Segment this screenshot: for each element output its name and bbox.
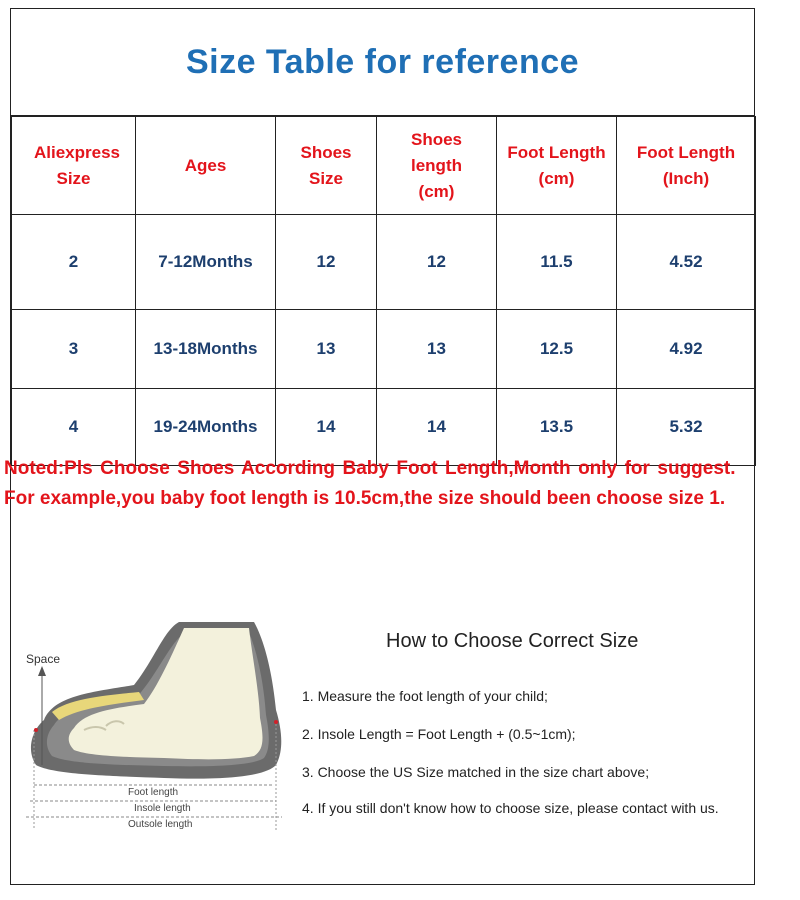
guide-step: 1. Measure the foot length of your child; [302,688,548,704]
cell-aliexpress-size: 4 [12,389,136,466]
table-row [12,310,756,389]
label-insole-length: Insole length [134,803,191,814]
cell-shoes-length: 12 [377,215,497,310]
note-part-2: For example,you baby foot length is 10.5cm,the size should been choose size 1. [4,488,726,509]
cell-aliexpress-size: 2 [12,215,136,310]
cell-foot-length-cm: 11.5 [497,215,617,310]
size-table [11,116,756,466]
cell-foot-length-inch: 4.92 [617,310,756,389]
note-part-1: Noted:Pls Choose Shoes According Baby Foot Length,Month only for suggest. [4,458,736,479]
header-shoes-size: Shoes Size [276,117,377,215]
cell-foot-length-cm: 13.5 [497,389,617,466]
cell-ages: 7-12Months [136,215,276,310]
cell-ages: 19-24Months [136,389,276,466]
label-foot-length: Foot length [128,787,179,798]
page-title: Size Table for reference [185,42,580,81]
cell-shoes-size: 12 [276,215,377,310]
cell-ages: 13-18Months [136,310,276,389]
table-row [12,215,756,310]
cell-foot-length-inch: 4.52 [617,215,756,310]
header-shoes-length: Shoes length (cm) [377,117,497,215]
cell-shoes-size: 14 [276,389,377,466]
header-foot-length-cm: Foot Length (cm) [497,117,617,215]
cell-foot-length-inch: 5.32 [617,389,756,466]
size-guide [14,600,734,850]
label-space: Space [26,652,61,666]
guide-step: 2. Insole Length = Foot Length + (0.5~1cm); [302,726,576,742]
cell-foot-length-cm: 12.5 [497,310,617,389]
size-note [4,454,744,514]
header-ages: Ages [136,117,276,215]
cell-shoes-size: 13 [276,310,377,389]
table-header-row [12,117,756,215]
guide-step: 3. Choose the US Size matched in the size chart above; [302,764,650,780]
header-aliexpress-size: Aliexpress Size [12,117,136,215]
header-foot-length-inch: Foot Length (Inch) [617,117,756,215]
cell-aliexpress-size: 3 [12,310,136,389]
label-outsole-length: Outsole length [128,819,193,830]
cell-shoes-length: 13 [377,310,497,389]
cell-shoes-length: 14 [377,389,497,466]
guide-title: How to Choose Correct Size [386,630,639,652]
title-row [11,9,754,116]
guide-step: 4. If you still don't know how to choose size, please contact with us. [302,800,719,816]
